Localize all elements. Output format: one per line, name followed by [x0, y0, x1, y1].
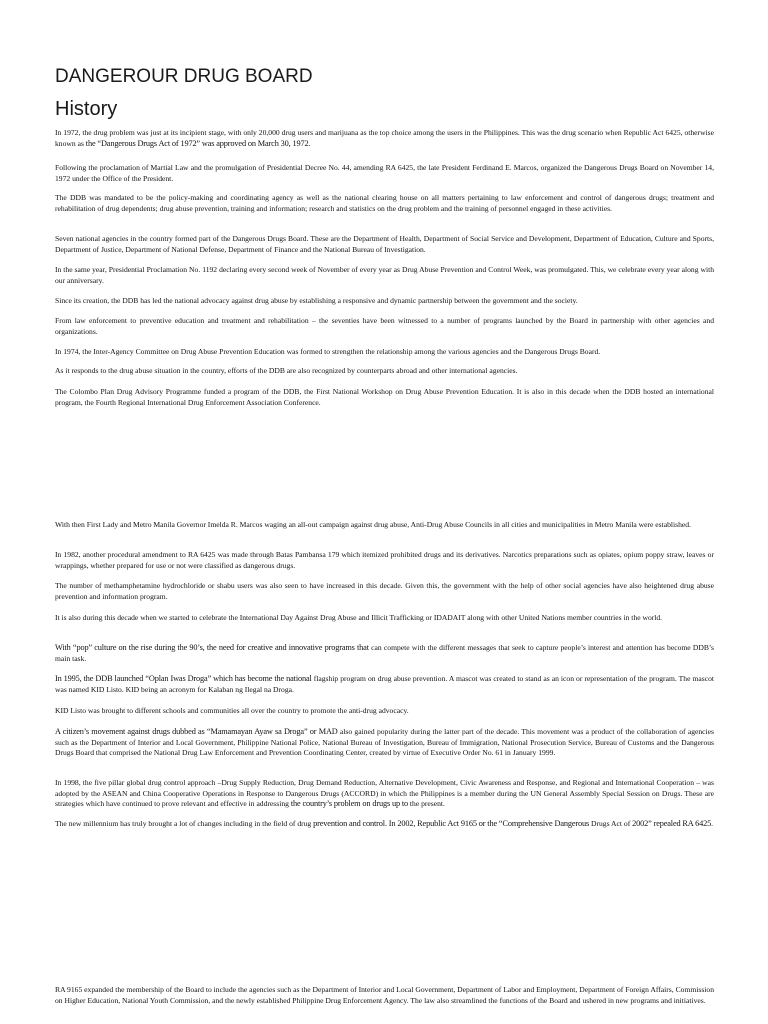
- paragraph-1998: [55, 778, 714, 810]
- paragraph-text: With then First Lady and Metro Manila Governor Imelda R. Marcos waging an all-out campaign against drug abuse, Anti-Drug Abuse Councils in all cities and municipalities in Metro Manila were established.: [55, 520, 691, 529]
- paragraph-emphasis: prevention and control. In 2002, Republic Act 9165 or the “Comprehensive Dangerous: [313, 819, 590, 828]
- paragraph-1995: [55, 674, 714, 695]
- paragraph-emphasis: With “pop” culture on the rise during the 90’s, the need for creative and innovative programs that: [55, 643, 369, 652]
- paragraph-idadait: [55, 613, 714, 624]
- paragraph-text: In 1974, the Inter-Agency Committee on Drug Abuse Prevention Education was formed to strengthen the relationship among the various agencies and the Dangerous Drugs Board.: [55, 347, 601, 356]
- paragraph-text: The Colombo Plan Drug Advisory Programme funded a program of the DDB, the First National Workshop on Drug Abuse Prevention Education. It is also in this decade when the DDB hosted an international program, the Fourth Regional International Drug Enforcement Association Conference.: [55, 387, 714, 407]
- paragraph-emphasis: the “Dangerous Drugs Act of 1972” was approved on March 30, 1972: [85, 138, 309, 148]
- paragraph-emphasis: A citizen’s movement against drugs dubbed as “Mamamayan Ayaw sa Droga” or MAD: [55, 727, 338, 736]
- paragraph-text: As it responds to the drug abuse situation in the country, efforts of the DDB are also recognized by counterparts abroad and other international agencies.: [55, 366, 518, 375]
- paragraph-kid-listo: [55, 706, 714, 717]
- paragraph-martial-law: [55, 163, 714, 184]
- paragraph-text: The number of methamphetamine hydrochloride or shabu users was also seen to have increased in this decade. Given this, the government with the help of other social agencies have also heightened drug abuse prevention and information program.: [55, 581, 714, 601]
- paragraph-colombo-plan: [55, 387, 714, 408]
- paragraph-text: RA 9165 expanded the membership of the Board to include the agencies such as the Department of Interior and Local Government, Department of Labor and Employment, Department of Foreign Affairs, Commission on Higher Education, National Youth Commission, and the newly established Philippine Drug Enforcement Agency. The law also streamlined the functions of the Board and ushered in new programs and initiatives.: [55, 985, 714, 1005]
- paragraph-emphasis: In 1995, the DDB launched “Oplan Iwas Droga” which has become the national: [55, 674, 312, 683]
- paragraph-text: The new millennium has truly brought a lot of changes including in the field of drug: [55, 819, 314, 828]
- document-title: DANGEROUR DRUG BOARD: [55, 66, 313, 87]
- paragraph-text: From law enforcement to preventive education and treatment and rehabilitation – the seventies have been witnessed to a number of programs launched by the Board in partnership with other agencies and organizations.: [55, 316, 714, 336]
- paragraph-1982: [55, 550, 714, 571]
- paragraph-seventies: [55, 316, 714, 337]
- paragraph-text: The DDB was mandated to be the policy-making and coordinating agency as well as the national clearing house on all matters pertaining to law enforcement and control of dangerous drugs; treatment and rehabilitation of drug dependents; drug abuse prevention, training and information; research and statistics on the drug problem and the training of personnel engaged in these activities.: [55, 193, 714, 213]
- paragraph-text: In 1982, another procedural amendment to RA 6425 was made through Batas Pambansa 179 which itemized prohibited drugs and its derivatives. Narcotics preparations such as opiates, opium poppy straw, leaves or wrappings, whether prepared for use or not were classified as dangerous drugs.: [55, 550, 714, 570]
- paragraph-emphasis: 2002” repealed RA 6425: [632, 819, 712, 828]
- paragraph-ra-9165: [55, 985, 714, 1006]
- paragraph-1972: [55, 128, 714, 149]
- paragraph-1974: [55, 347, 714, 358]
- paragraph-text: also gained popularity during the latter part of the decade. This movement was a product of the collaboration of agencies such as the Department of Interior and Local Government, Philippine National Police, National Bureau of Investigation, Bureau of Immigration, National Prosecution Service, Bureau of Customs and the Dangerous Drugs Board that comprised the National Drug Law Enforcement and Prevention Coordinating Center, created by virtue of Executive Order No. 61 in January 1999.: [55, 727, 714, 757]
- paragraph-text: In 1998, the five pillar global drug control approach –Drug Supply Reduction, Drug Demand Reduction, Alternative Development, Civic Awareness and Response, and Regional and International Cooperation – was adopted by the ASEAN and China Cooperative Operations in Response to Dangerous Drugs (ACCORD) in which the Philippines is a member during the UN General Assembly Special Session on Drugs. These are strategies which have continued to prove relevant and effective in addressing: [55, 778, 714, 808]
- paragraph-text: In the same year, Presidential Proclamation No. 1192 declaring every second week of November of every year as Drug Abuse Prevention and Control Week, was promulgated. This, we celebrate every year along with our anniversary.: [55, 265, 714, 285]
- paragraph-recognition: [55, 366, 714, 377]
- paragraph-text: the present.: [408, 799, 445, 808]
- paragraph-text: flagship program on drug abuse prevention. A mascot was created to stand as an icon or representation of the program. The mascot was named KID Listo. KID being an acronym for Kalaban ng Ilegal na Droga.: [55, 674, 714, 694]
- paragraph-seven-agencies: [55, 234, 714, 255]
- paragraph-text: Following the proclamation of Martial Law and the promulgation of Presidential Decree No. 44, amending RA 6425, the late President Ferdinand E. Marcos, organized the Dangerous Drugs Board on November 14, 1972 under the Office of the President.: [55, 163, 714, 183]
- paragraph-emphasis: the country’s problem on drugs up to: [290, 799, 409, 808]
- section-heading: History: [55, 98, 118, 120]
- paragraph-imelda: [55, 520, 714, 531]
- paragraph-text: can compete with the different messages that seek to capture people’s interest and attention has become DDB’s main task.: [55, 643, 714, 663]
- paragraph-pop-culture: [55, 643, 714, 664]
- paragraph-text: KID Listo was brought to different schools and communities all over the country to promote the anti-drug advocacy.: [55, 706, 409, 715]
- paragraph-text: Since its creation, the DDB has led the national advocacy against drug abuse by establishing a responsive and dynamic partnership between the government and the society.: [55, 296, 578, 305]
- paragraph-text: Drugs Act of: [589, 819, 633, 828]
- paragraph-proclamation: [55, 265, 714, 286]
- paragraph-text: Seven national agencies in the country formed part of the Dangerous Drugs Board. These are the Department of Health, Department of Social Service and Development, Department of Education, Culture and Sports, Department of Justice, Department of National Defense, Department of Finance and the National Bureau of Investigation.: [55, 234, 714, 254]
- paragraph-creation: [55, 296, 714, 307]
- paragraph-shabu: [55, 581, 714, 602]
- paragraph-text: .: [711, 819, 713, 828]
- paragraph-text: It is also during this decade when we started to celebrate the International Day Against Drug Abuse and Illicit Trafficking or IDADAIT along with other United Nations member countries in the world.: [55, 613, 663, 622]
- paragraph-text: In 1972, the drug problem was just at its incipient stage, with only 20,000 drug users and marijuana as the top choice among the users in the Philippines. This was the drug scenario when Republic Act 6425, otherwise known as: [55, 128, 714, 148]
- paragraph-mandate: [55, 193, 714, 214]
- paragraph-mad: [55, 727, 714, 759]
- paragraph-new-millennium: [55, 819, 714, 830]
- paragraph-text: .: [308, 138, 311, 148]
